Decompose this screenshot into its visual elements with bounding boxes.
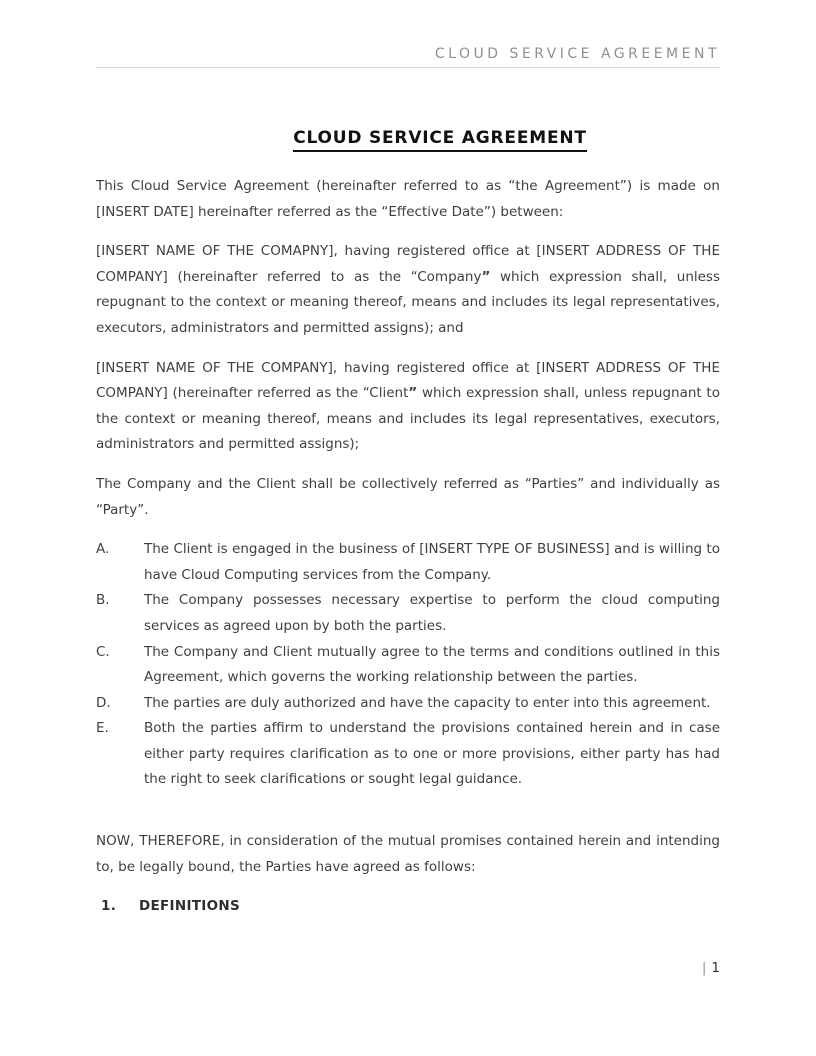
parties-paragraph: The Company and the Client shall be collectively referred as “Parties” and individually as “Party”. <box>96 475 720 518</box>
recital-list <box>96 537 720 793</box>
intro-paragraph: This Cloud Service Agreement (hereinafter referred to as “the Agreement”) is made on [INSERT DATE] hereinafter referred as the “Effective Date”) between: <box>96 178 720 220</box>
recital-marker: B. <box>96 592 110 609</box>
recital-item <box>96 716 720 793</box>
recital-item <box>96 588 720 639</box>
page-number: 1 <box>711 960 720 976</box>
recital-text: The Company possesses necessary expertise to perform the cloud computing services as agreed upon by both the parties. <box>144 592 720 634</box>
recital-marker: D. <box>96 694 111 711</box>
section-number: 1. <box>101 898 117 915</box>
recital-marker: C. <box>96 643 110 660</box>
recital-marker: A. <box>96 541 110 558</box>
company-recital-paragraph <box>96 239 720 341</box>
recital-item <box>96 537 720 588</box>
recital-text: Both the parties affirm to understand the provisions contained herein and in case either party requires clarification as to one or more provisions, either party has had the right to seek clarifications or sought legal guidance. <box>144 720 720 788</box>
now-therefore-paragraph: NOW, THEREFORE, in consideration of the mutual promises contained herein and intending to, be legally bound, the Parties have agreed as follows: <box>96 833 720 875</box>
client-recital-bold-quote: ” <box>408 385 418 402</box>
document-title-text: CLOUD SERVICE AGREEMENT <box>293 128 587 152</box>
recital-text: The Client is engaged in the business of [INSERT TYPE OF BUSINESS] and is willing to have Cloud Computing services from the Company. <box>144 541 720 583</box>
page-footer <box>702 960 720 976</box>
recital-item <box>96 640 720 691</box>
footer-separator: | <box>701 960 707 976</box>
recital-text: The parties are duly authorized and have the capacity to enter into this agreement. <box>144 694 711 711</box>
company-recital-post: which expression shall, unless repugnant to the context or meaning thereof, means and includes its legal representatives, executors, administrators and permitted assigns); and <box>96 268 720 336</box>
client-recital-paragraph <box>96 356 720 458</box>
company-recital-pre: [INSERT NAME OF THE COMAPNY], having registered office at [INSERT ADDRESS OF THE COMPANY] (hereinafter referred to as the “Company <box>96 243 720 285</box>
section-title: DEFINITIONS <box>139 898 241 915</box>
running-header: CLOUD SERVICE AGREEMENT <box>434 46 720 62</box>
recital-item <box>96 691 720 717</box>
company-recital-bold-quote: ” <box>481 268 491 285</box>
recital-marker: E. <box>96 720 109 737</box>
document-title <box>96 128 720 148</box>
section-heading <box>96 894 720 920</box>
client-recital-post: which expression shall, unless repugnant to the context or meaning thereof, means and includes its legal representatives, executors, administrators and permitted assigns); <box>96 385 720 453</box>
client-recital-pre: [INSERT NAME OF THE COMPANY], having registered office at [INSERT ADDRESS OF THE COMPANY] (hereinafter referred as the “Client <box>96 359 720 402</box>
recital-text: The Company and Client mutually agree to the terms and conditions outlined in this Agreement, which governs the working relationship between the parties. <box>144 643 720 686</box>
header-rule-divider <box>96 67 720 68</box>
